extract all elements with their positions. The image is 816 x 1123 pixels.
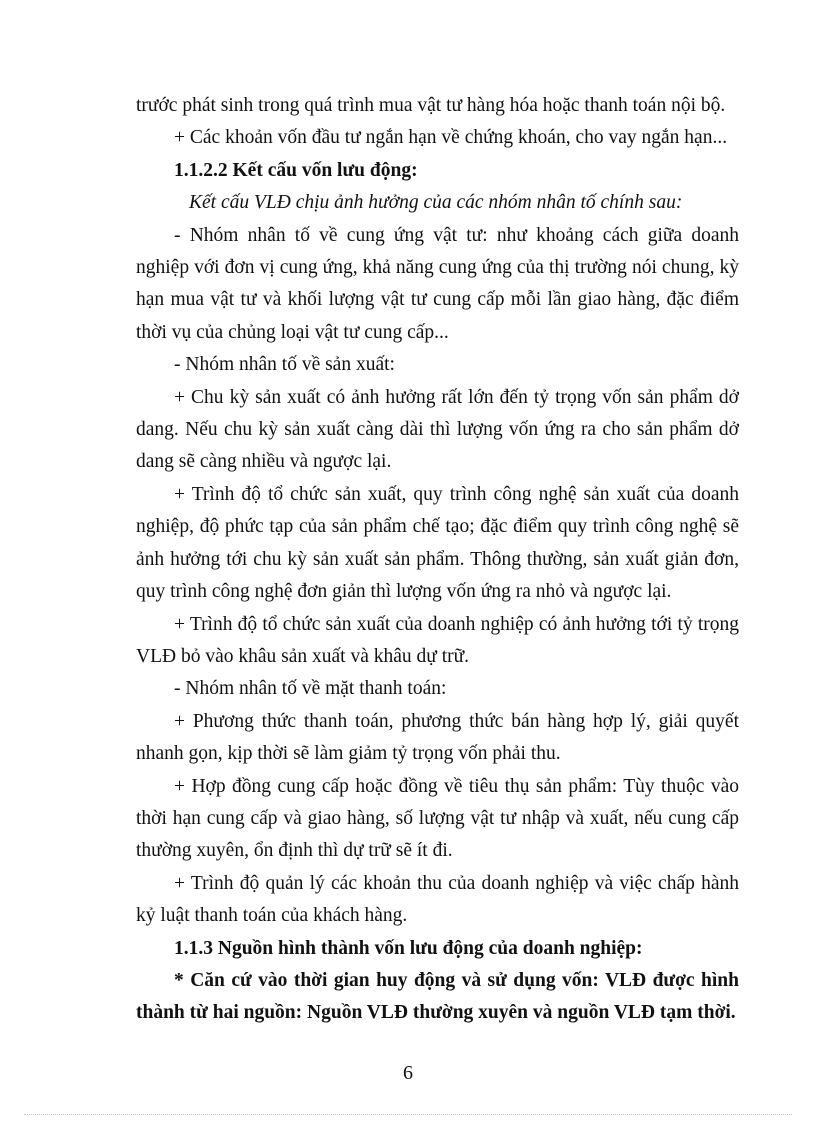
paragraph-supply-contracts: + Hợp đồng cung cấp hoặc đồng về tiêu thụ sản phẩm: Tùy thuộc vào thời hạn cung cấp và giao hàng, số lượng vật tư nhập và xuất, nếu cung cấp thường xuyên, ổn định thì dự trữ sẽ ít đi.	[136, 775, 739, 862]
paragraph-organization-level: + Trình độ tổ chức sản xuất của doanh nghiệp có ảnh hưởng tới tỷ trọng VLĐ bỏ vào khâu sản xuất và khâu dự trữ.	[136, 613, 739, 667]
document-body	[136, 90, 739, 1030]
paragraph-payment-factors: - Nhóm nhân tố về mặt thanh toán:	[174, 678, 447, 700]
paragraph-production-cycle: + Chu kỳ sản xuất có ảnh hưởng rất lớn đến tỷ trọng vốn sản phẩm dở dang. Nếu chu kỳ sản xuất càng dài thì lượng vốn ứng ra cho sản phẩm dở dang sẽ càng nhiều và ngược lại.	[136, 386, 739, 473]
paragraph-intro-factors: Kết cấu VLĐ chịu ảnh hưởng của các nhóm nhân tố chính sau:	[189, 192, 683, 214]
page-bottom-divider	[24, 1114, 792, 1115]
paragraph-receivables-management: + Trình độ quản lý các khoản thu của doanh nghiệp và việc chấp hành kỷ luật thanh toán của khách hàng.	[136, 872, 739, 927]
page-number: 6	[403, 1062, 413, 1084]
paragraph-funding-sources: * Căn cứ vào thời gian huy động và sử dụng vốn: VLĐ được hình thành từ hai nguồn: Nguồn VLĐ thường xuyên và nguồn VLĐ tạm thời.	[136, 969, 739, 1024]
section-heading-1-1-2-2: 1.1.2.2 Kết cấu vốn lưu động:	[174, 159, 418, 181]
paragraph-continuation: trước phát sinh trong quá trình mua vật tư hàng hóa hoặc thanh toán nội bộ.	[136, 95, 726, 116]
paragraph-production-organization: + Trình độ tổ chức sản xuất, quy trình công nghệ sản xuất của doanh nghiệp, độ phức tạp của sản phẩm chế tạo; đặc điểm quy trình công nghệ sẽ ảnh hưởng tới chu kỳ sản xuất sản phẩm. Thông thường, sản xuất giản đơn, quy trình công nghệ đơn giản thì lượng vốn ứng ra nhỏ và ngược lại.	[136, 483, 739, 603]
paragraph-short-term-investments: + Các khoản vốn đầu tư ngắn hạn về chứng khoán, cho vay ngắn hạn...	[174, 127, 728, 149]
section-heading-1-1-3: 1.1.3 Nguồn hình thành vốn lưu động của doanh nghiệp:	[174, 937, 643, 959]
paragraph-payment-methods: + Phương thức thanh toán, phương thức bán hàng hợp lý, giải quyết nhanh gọn, kịp thời sẽ làm giảm tỷ trọng vốn phải thu.	[136, 710, 739, 765]
paragraph-supply-factors: - Nhóm nhân tố về cung ứng vật tư: như khoảng cách giữa doanh nghiệp với đơn vị cung ứng, khả năng cung ứng của thị trường nói chung, kỳ hạn mua vật tư và khối lượng vật tư cung cấp mỗi lần giao hàng, đặc điểm thời vụ của chủng loại vật tư cung cấp...	[136, 224, 739, 343]
paragraph-production-factors: - Nhóm nhân tố về sản xuất:	[174, 354, 395, 376]
